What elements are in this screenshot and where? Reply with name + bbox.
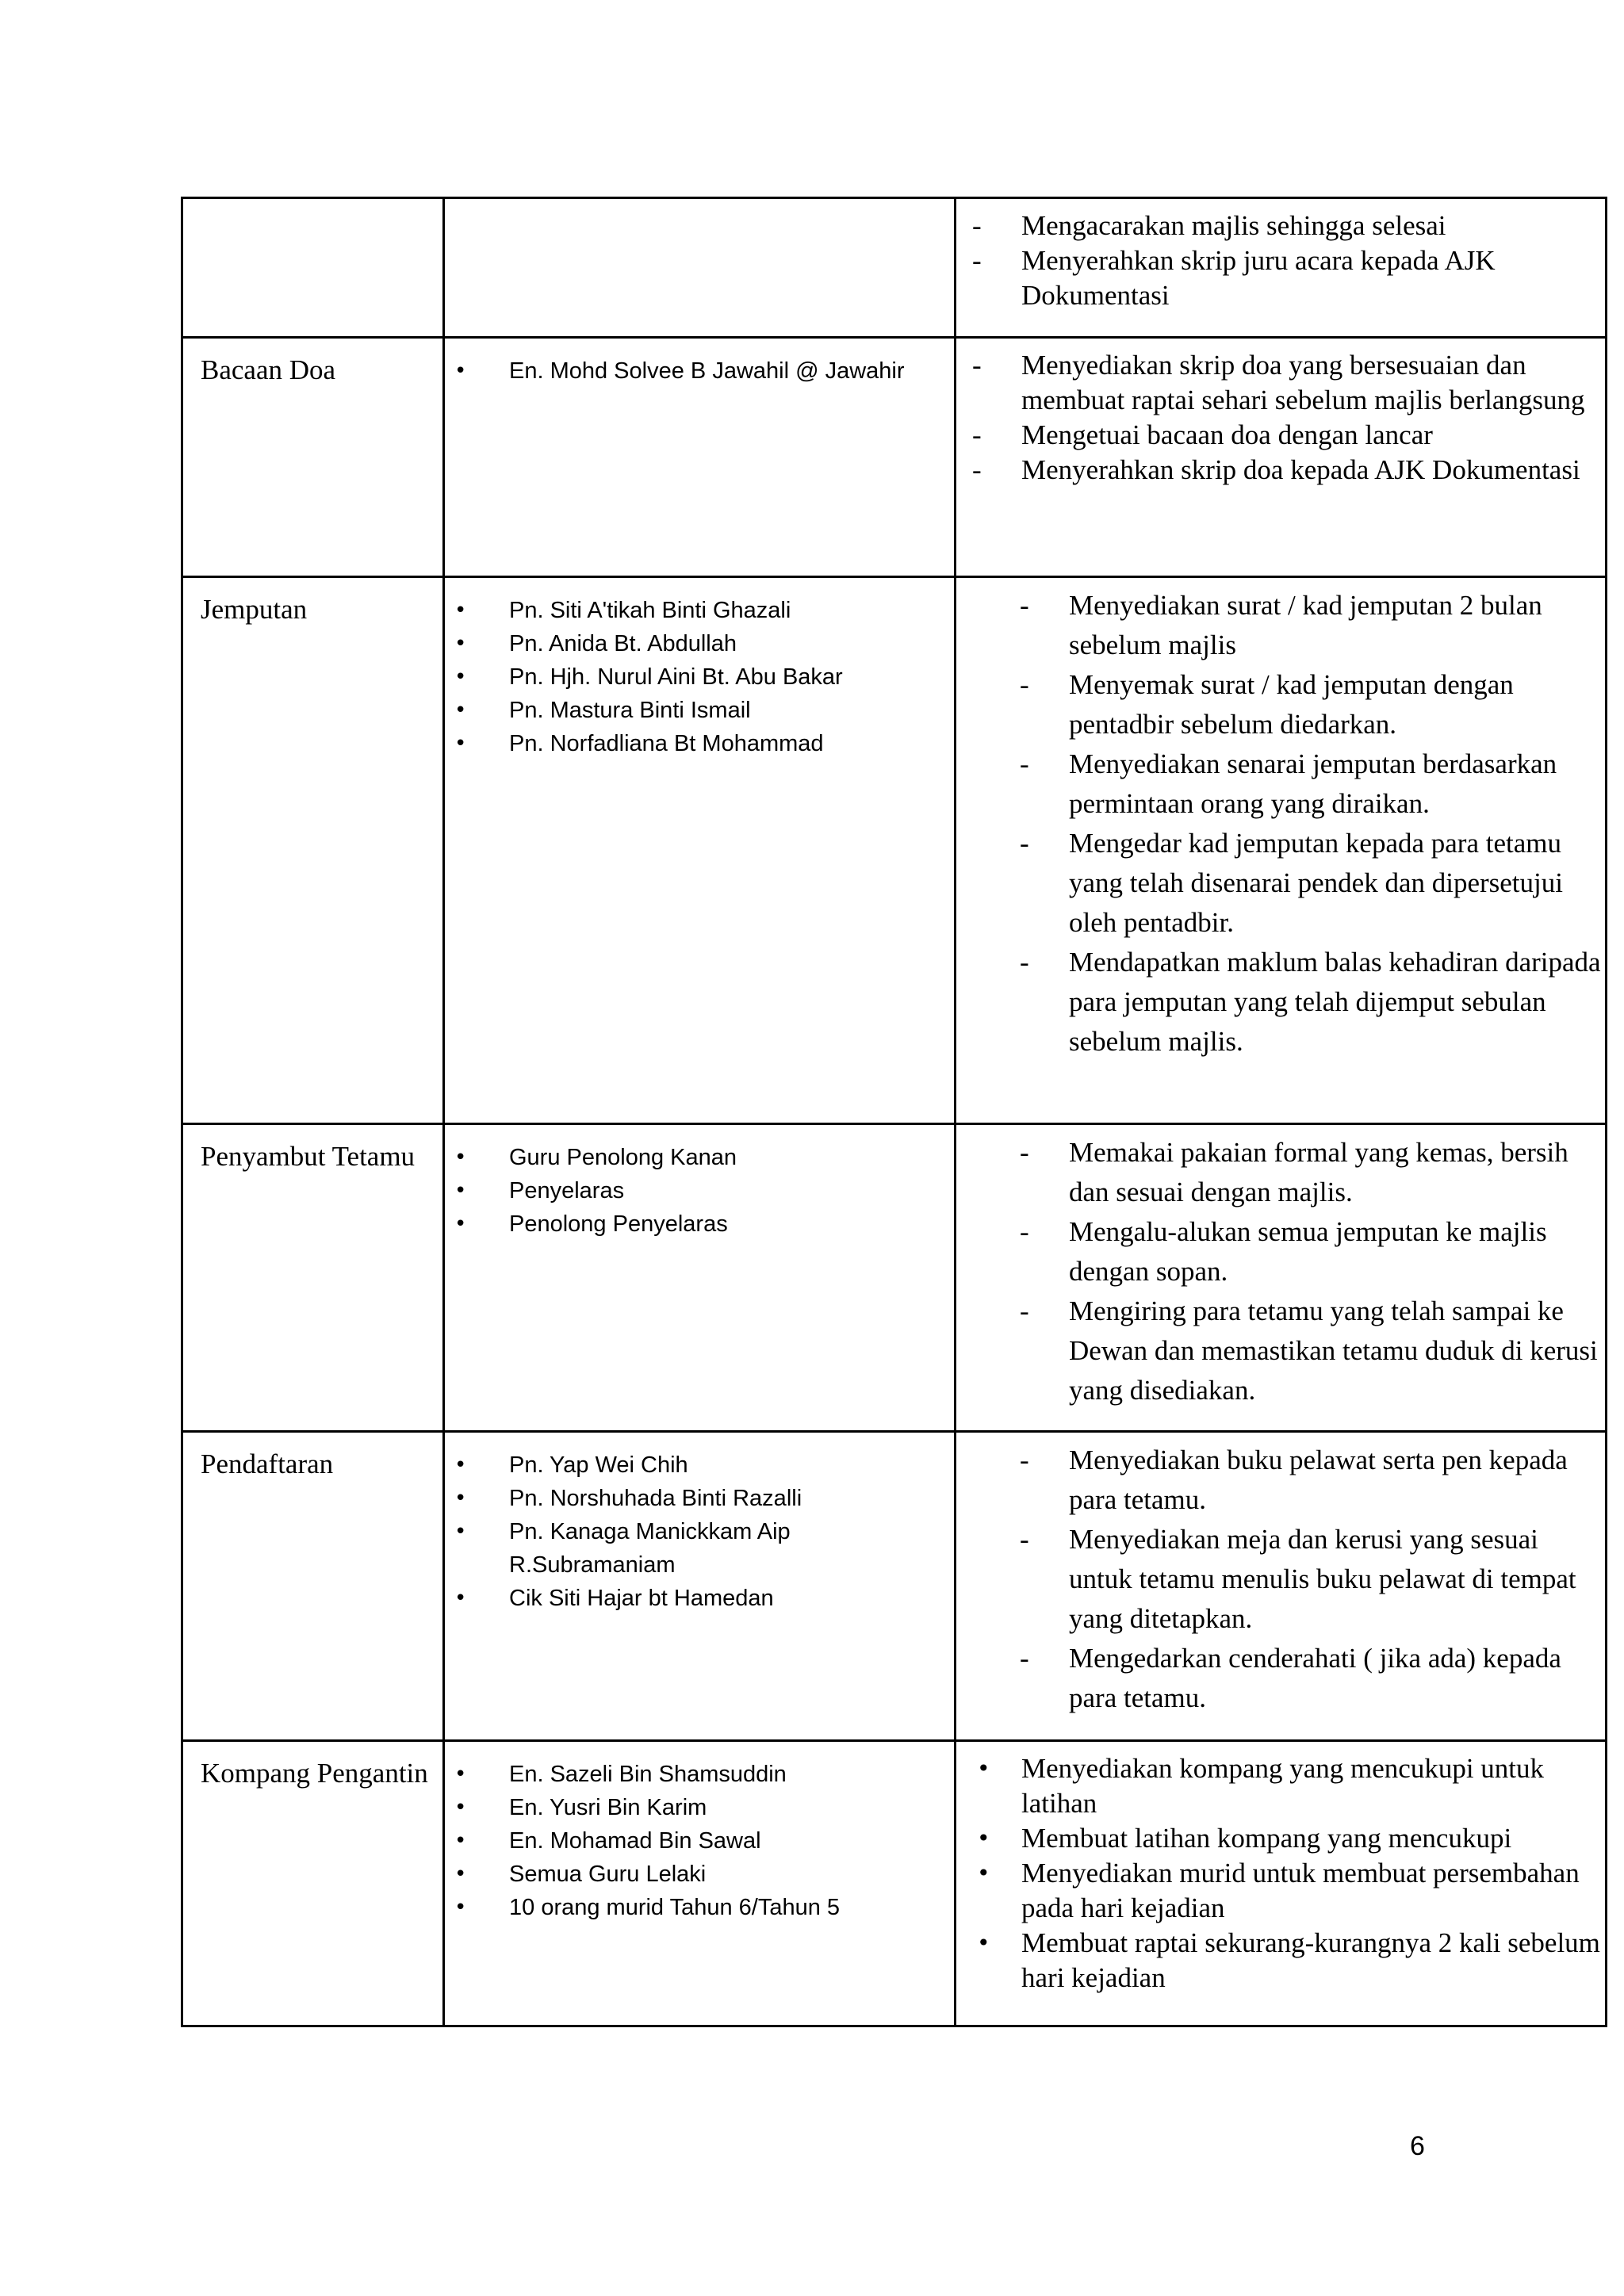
role-cell [182, 1741, 444, 2026]
task-item: - Menyerahkan skrip juru acara kepada AJK Dokumentasi [972, 243, 1605, 313]
task-item: - Memakai pakaian formal yang kemas, bersih dan sesuai dengan majlis. [1020, 1133, 1605, 1212]
task-list [956, 199, 1605, 313]
task-item: - Menyemak surat / kad jemputan dengan pentadbir sebelum diedarkan. [1020, 665, 1605, 744]
task-item: - Menyediakan buku pelawat serta pen kepada para tetamu. [1020, 1441, 1605, 1520]
members-cell [444, 198, 956, 338]
role-cell [182, 1124, 444, 1432]
member-item: • Pn. Mastura Binti Ismail [445, 694, 954, 727]
task-item: - Mendapatkan maklum balas kehadiran daripada para jemputan yang telah dijemput sebulan sebelum majlis. [1020, 943, 1605, 1062]
member-list [445, 339, 954, 388]
member-item: • Pn. Hjh. Nurul Aini Bt. Abu Bakar [445, 660, 954, 694]
member-item: • Penyelaras [445, 1174, 954, 1207]
task-item: - Menyediakan surat / kad jemputan 2 bulan sebelum majlis [1020, 586, 1605, 665]
member-item: • Pn. Anida Bt. Abdullah [445, 627, 954, 660]
table-row-kompang-pengantin [182, 1741, 1607, 2026]
task-item: - Menyediakan senarai jemputan berdasarkan permintaan orang yang diraikan. [1020, 744, 1605, 824]
tasks-cell [956, 338, 1607, 577]
member-list [445, 1125, 954, 1241]
member-list [445, 1742, 954, 1924]
task-list [956, 1742, 1605, 1996]
tasks-cell [956, 1741, 1607, 2026]
role-label: Jemputan [201, 594, 308, 625]
member-item: • Penolong Penyelaras [445, 1207, 954, 1241]
member-item: • Cik Siti Hajar bt Hamedan [445, 1582, 954, 1615]
task-list [956, 339, 1605, 488]
member-list [445, 1433, 954, 1615]
task-item: • Menyediakan murid untuk membuat persembahan pada hari kejadian [972, 1856, 1605, 1926]
committee-duty-table [181, 197, 1607, 2027]
member-item: • Pn. Yap Wei Chih [445, 1448, 954, 1482]
task-item: - Mengiring para tetamu yang telah sampai ke Dewan dan memastikan tetamu duduk di kerusi yang disediakan. [1020, 1292, 1605, 1410]
table-row-continued [182, 198, 1607, 338]
table-row-bacaan-doa [182, 338, 1607, 577]
task-item: • Menyediakan kompang yang mencukupi untuk latihan [972, 1751, 1605, 1821]
tasks-cell [956, 577, 1607, 1124]
member-item: • En. Mohd Solvee B Jawahil @ Jawahir [445, 354, 954, 388]
role-label: Bacaan Doa [201, 354, 336, 385]
member-list [445, 578, 954, 760]
tasks-cell [956, 1124, 1607, 1432]
members-cell [444, 577, 956, 1124]
task-item: - Mengedarkan cenderahati ( jika ada) kepada para tetamu. [1020, 1639, 1605, 1718]
role-cell [182, 338, 444, 577]
task-item: - Mengalu-alukan semua jemputan ke majlis dengan sopan. [1020, 1212, 1605, 1292]
member-item: • Pn. Siti A'tikah Binti Ghazali [445, 594, 954, 627]
members-cell [444, 1432, 956, 1741]
task-item: - Menyerahkan skrip doa kepada AJK Dokumentasi [972, 453, 1605, 488]
member-item: • Pn. Norshuhada Binti Razalli [445, 1482, 954, 1515]
task-item: - Mengedar kad jemputan kepada para tetamu yang telah disenarai pendek dan dipersetujui oleh pentadbir. [1020, 824, 1605, 943]
member-item: • En. Mohamad Bin Sawal [445, 1824, 954, 1858]
task-list [956, 1433, 1605, 1718]
role-cell [182, 198, 444, 338]
table-row-pendaftaran [182, 1432, 1607, 1741]
role-cell [182, 1432, 444, 1741]
members-cell [444, 1124, 956, 1432]
table-row-penyambut-tetamu [182, 1124, 1607, 1432]
role-label: Pendaftaran [201, 1448, 334, 1479]
member-item: • Guru Penolong Kanan [445, 1141, 954, 1174]
member-item: • Pn. Norfadliana Bt Mohammad [445, 727, 954, 760]
member-item: • 10 orang murid Tahun 6/Tahun 5 [445, 1891, 954, 1924]
task-item: - Mengetuai bacaan doa dengan lancar [972, 418, 1605, 453]
task-item: - Mengacarakan majlis sehingga selesai [972, 209, 1605, 243]
members-cell [444, 1741, 956, 2026]
role-cell [182, 577, 444, 1124]
role-label: Kompang Pengantin [201, 1758, 428, 1789]
table-row-jemputan [182, 577, 1607, 1124]
tasks-cell [956, 198, 1607, 338]
task-list [956, 1125, 1605, 1410]
member-item: • Pn. Kanaga Manickkam Aip R.Subramaniam [445, 1515, 954, 1582]
role-label: Penyambut Tetamu [201, 1141, 416, 1172]
task-item: - Menyediakan skrip doa yang bersesuaian dan membuat raptai sehari sebelum majlis berlangsung [972, 348, 1605, 418]
member-item: • En. Sazeli Bin Shamsuddin [445, 1758, 954, 1791]
tasks-cell [956, 1432, 1607, 1741]
task-item: • Membuat latihan kompang yang mencukupi [972, 1821, 1605, 1856]
task-item: - Menyediakan meja dan kerusi yang sesuai untuk tetamu menulis buku pelawat di tempat yang ditetapkan. [1020, 1520, 1605, 1639]
member-item: • En. Yusri Bin Karim [445, 1791, 954, 1824]
members-cell [444, 338, 956, 577]
page-number: 6 [1410, 2131, 1425, 2161]
task-item: • Membuat raptai sekurang-kurangnya 2 kali sebelum hari kejadian [972, 1926, 1605, 1996]
task-list [956, 578, 1605, 1062]
member-item: • Semua Guru Lelaki [445, 1858, 954, 1891]
